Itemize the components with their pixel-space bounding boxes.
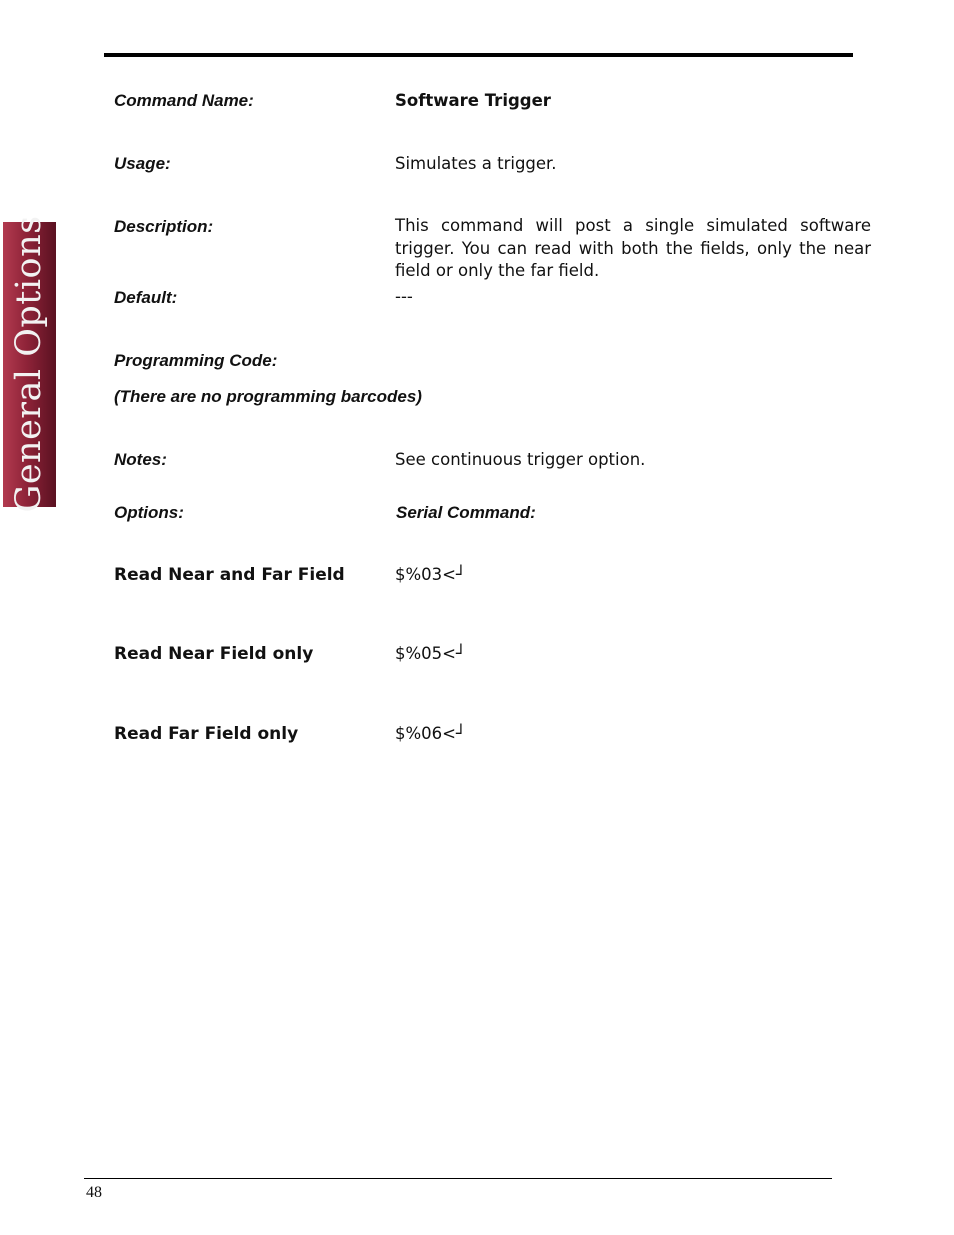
notes-value: See continuous trigger option.: [395, 450, 646, 469]
command-name-label: Command Name:: [114, 91, 254, 110]
option-name: Read Near Field only: [114, 644, 314, 664]
options-label: Options:: [114, 503, 184, 522]
footer-rule: [84, 1178, 832, 1179]
programming-code-note: (There are no programming barcodes): [114, 387, 422, 406]
option-serial-command: $%06<┘: [395, 724, 466, 743]
option-serial-command: $%05<┘: [395, 644, 466, 663]
section-side-tab: [3, 215, 56, 513]
usage-label: Usage:: [114, 154, 171, 173]
top-rule: [104, 53, 853, 57]
notes-label: Notes:: [114, 450, 167, 469]
command-name-value: Software Trigger: [395, 91, 551, 110]
serial-command-label: Serial Command:: [396, 503, 536, 522]
description-value: This command will post a single simulated software trigger. You can read with both the fields, only the near field or only the far field.: [395, 216, 871, 280]
option-serial-command: $%03<┘: [395, 565, 466, 584]
page-number: 48: [86, 1184, 102, 1201]
option-name: Read Near and Far Field: [114, 565, 345, 585]
default-label: Default:: [114, 288, 178, 307]
usage-value: Simulates a trigger.: [395, 154, 557, 173]
option-name: Read Far Field only: [114, 724, 299, 744]
programming-code-label: Programming Code:: [114, 351, 278, 370]
description-label: Description:: [114, 217, 214, 236]
default-value: ---: [395, 287, 413, 306]
section-side-tab-label: General Options: [9, 215, 49, 513]
